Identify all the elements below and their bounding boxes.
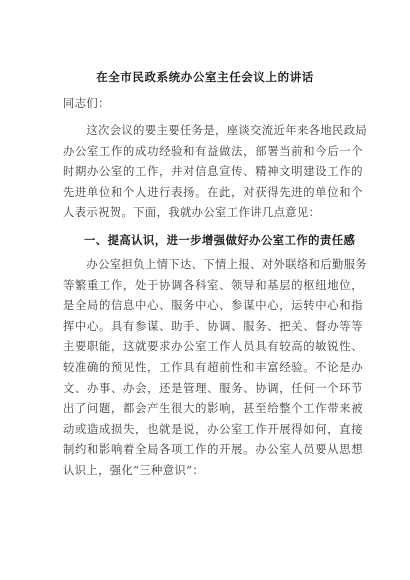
paragraph-line: 这次会议的要主要任务是，座谈交流近年来各地民政局 <box>63 124 368 137</box>
paragraph-line: 出了问题，都会产生很大的影响，甚至给整个工作带来被 <box>63 402 363 416</box>
paragraph-line: 等繁重工作，处于协调各科室、领导和基层的枢纽地位， <box>63 278 363 292</box>
paragraph-line: 办公室担负上情下达、下情上报、对外联络和后勤服务 <box>63 258 368 271</box>
paragraph-line: 主要职能，这就要求办公室工作人员具有较高的敏锐性、 <box>63 340 363 354</box>
paragraph-section-one <box>63 255 368 482</box>
document-title: 在全市民政系统办公室主任会议上的讲话 <box>96 70 314 84</box>
paragraph-line: 较准确的预见性，工作具有超前性和丰富经验。不论是办 <box>63 360 363 374</box>
paragraph-line: 认识上，强化“三种意识”： <box>63 463 205 477</box>
paragraph-line: 挥中心。具有参谋、助手、协调、服务、把关、督办等等 <box>63 319 363 333</box>
paragraph-line: 制约和影响着全局各项工作的开展。办公室人员要从思想 <box>63 443 363 457</box>
paragraph-line: 人表示祝贺。下面，我就办公室工作讲几点意见： <box>63 206 321 220</box>
paragraph-intro <box>63 121 368 224</box>
section-heading: 一、提高认识，进一步增强做好办公室工作的责任感 <box>84 234 356 247</box>
paragraph-line: 时期办公室的工作，并对信息宣传、精神文明建设工作的 <box>63 165 363 179</box>
paragraph-line: 先进单位和个人进行表扬。在此，对获得先进的单位和个 <box>63 185 363 199</box>
paragraph-line: 文、办事、办会，还是管理、服务、协调，任何一个环节 <box>63 381 363 395</box>
paragraph-line: 动或造成损失，也就是说，办公室工作开展得如何，直接 <box>63 422 363 436</box>
paragraph-line: 是全局的信息中心、服务中心、参谋中心，运转中心和指 <box>63 299 363 313</box>
salutation: 同志们： <box>63 97 110 110</box>
paragraph-line: 办公室工作的成功经验和有益做法，部署当前和今后一个 <box>63 144 363 158</box>
